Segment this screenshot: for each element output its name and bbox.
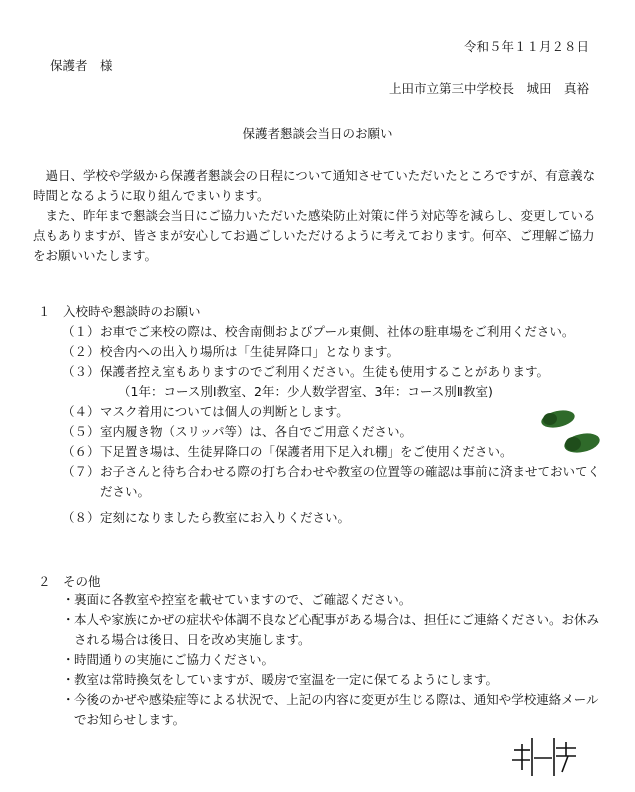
section2-list bbox=[62, 590, 607, 730]
item-number: （４） bbox=[62, 404, 100, 419]
item-text: マスク着用については個人の判断とします。 bbox=[100, 404, 349, 419]
list-item bbox=[62, 342, 607, 362]
item-text: 保護者控え室もありますのでご利用ください。生徒も使用することがあります。 bbox=[100, 364, 550, 379]
list-item bbox=[62, 362, 607, 382]
bullet: ・ bbox=[62, 612, 75, 627]
item-number: （２） bbox=[62, 344, 100, 359]
list-item bbox=[62, 690, 607, 730]
slippers-icon bbox=[538, 405, 604, 459]
room-note: （1年：コース別Ⅰ教室、2年：少人数学習室、3年：コース別Ⅱ教室) bbox=[118, 384, 493, 399]
section1-heading: １ 入校時や懇談時のお願い bbox=[38, 304, 201, 319]
intro-paragraphs bbox=[33, 166, 603, 266]
item-number: （５） bbox=[62, 424, 100, 439]
item-text: 室内履き物（スリッパ等）は、各自でご用意ください。 bbox=[100, 424, 413, 439]
sender: 上田市立第三中学校長 城田 真裕 bbox=[388, 81, 589, 96]
bullet: ・ bbox=[62, 692, 75, 707]
item-text: 定刻になりましたら教室にお入りください。 bbox=[100, 510, 351, 525]
item-text: 本人や家族にかぜの症状や体調不良など心配事がある場合は、担任にご連絡ください。お休みされる場合は後日、日を改め実施します。 bbox=[74, 612, 600, 647]
list-item bbox=[62, 650, 607, 670]
item-text: 校舎内への出入り場所は「生徒昇降口」となります。 bbox=[100, 344, 400, 359]
list-item bbox=[62, 422, 607, 442]
item-text: お車でご来校の際は、校舎南側およびプール東側、社体の駐車場をご利用ください。 bbox=[100, 324, 575, 339]
school-mark-icon bbox=[510, 736, 580, 778]
item-number: （３） bbox=[62, 364, 100, 379]
intro-paragraph: また、昨年まで懇談会当日にご協力いただいた感染防止対策に伴う対応等を減らし、変更している点もありますが、皆さまが安心してお過ごしいただけるように考えております。何卒、ご理解ご協力をお願いいたします。 bbox=[33, 208, 596, 263]
item-number: （８） bbox=[62, 510, 100, 525]
item-text: 時間通りの実施にご協力ください。 bbox=[74, 652, 275, 667]
intro-paragraph: 過日、学校や学級から保護者懇談会の日程について通知させていただいたところですが、有意義な時間となるように取り組んでまいります。 bbox=[33, 168, 596, 203]
document-date: 令和５年１１月２８日 bbox=[463, 39, 589, 54]
section2-heading: ２ その他 bbox=[38, 574, 101, 589]
item-text: 下足置き場は、生徒昇降口の「保護者用下足入れ棚」をご使用ください。 bbox=[100, 444, 513, 459]
section1-list bbox=[62, 322, 607, 528]
item-text: お子さんと待ち合わせる際の打ち合わせや教室の位置等の確認は事前に済ませておいてください。 bbox=[100, 464, 601, 499]
item-text: 教室は常時換気をしていますが、暖房で室温を一定に保てるようにします。 bbox=[74, 672, 499, 687]
item-text: 今後のかぜや感染症等による状況で、上記の内容に変更が生じる際は、通知や学校連絡メールでお知らせします。 bbox=[74, 692, 599, 727]
list-item bbox=[62, 610, 607, 650]
bullet: ・ bbox=[62, 592, 75, 607]
item-number: （７） bbox=[62, 464, 100, 479]
list-item bbox=[62, 442, 607, 462]
item-number: （１） bbox=[62, 324, 100, 339]
bullet: ・ bbox=[62, 652, 75, 667]
item-number: （６） bbox=[62, 444, 100, 459]
list-item bbox=[62, 590, 607, 610]
document-title: 保護者懇談会当日のお願い bbox=[242, 126, 393, 141]
list-item bbox=[62, 670, 607, 690]
addressee: 保護者 様 bbox=[50, 58, 113, 73]
bullet: ・ bbox=[62, 672, 75, 687]
item-text: 裏面に各教室や控室を載せていますので、ご確認ください。 bbox=[74, 592, 412, 607]
list-item bbox=[62, 402, 607, 422]
list-item bbox=[62, 508, 607, 528]
list-item bbox=[62, 322, 607, 342]
list-item bbox=[62, 462, 607, 502]
